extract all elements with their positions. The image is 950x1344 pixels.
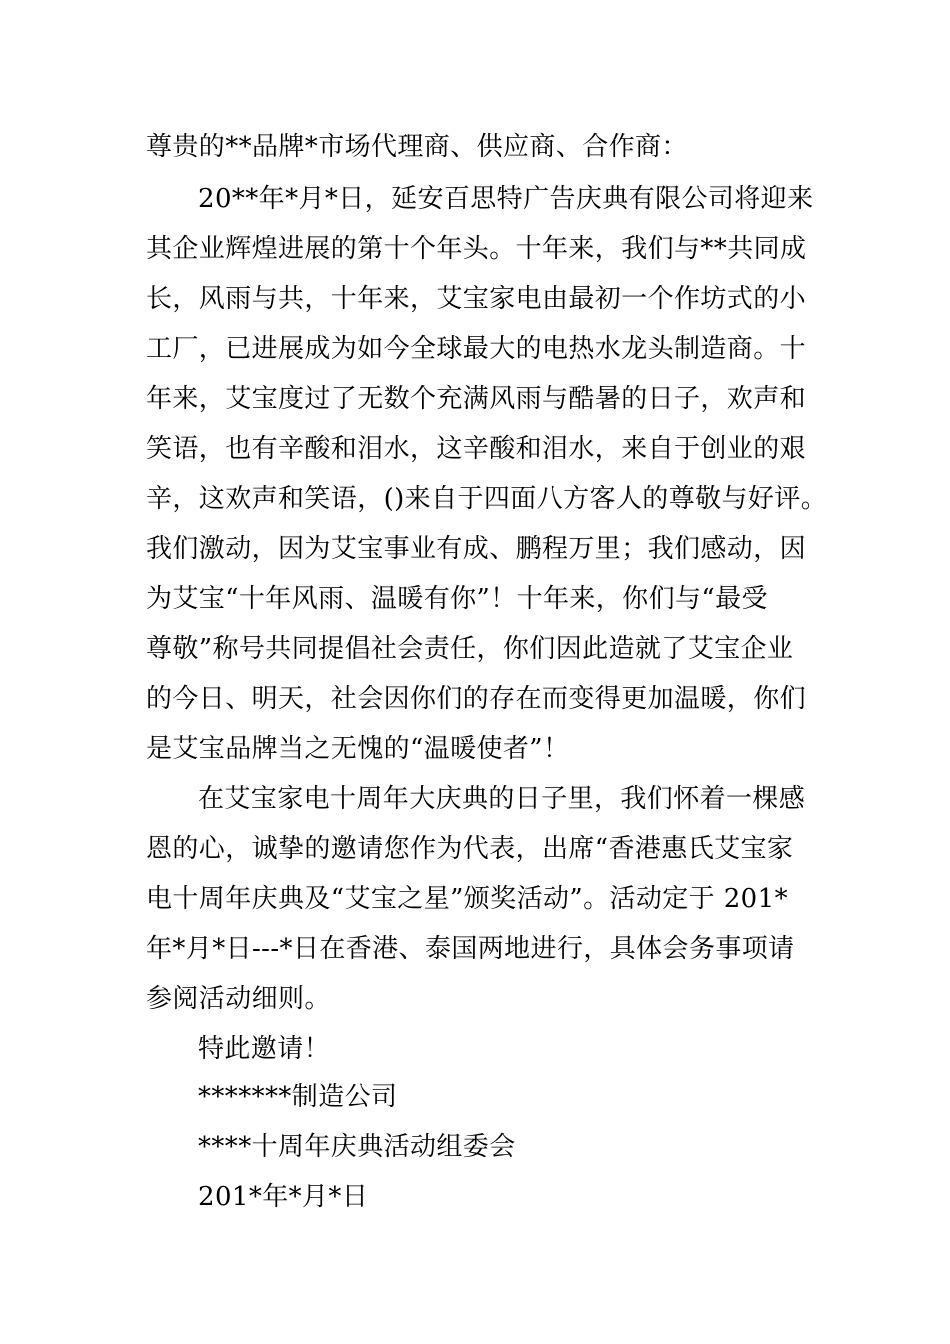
paragraph1-line: 其企业辉煌进展的第十个年头。十年来，我们与**共同成 bbox=[146, 234, 807, 264]
paragraph1-line: 20**年*月*日，延安百思特广告庆典有限公司将迎来 bbox=[198, 184, 814, 214]
paragraph2-line: 在艾宝家电十周年大庆典的日子里，我们怀着一棵感 bbox=[198, 784, 806, 814]
paragraph1-line: 辛，这欢声和笑语，()来自于四面八方客人的尊敬与好评。 bbox=[146, 484, 828, 514]
signature-company: *******制造公司 bbox=[198, 1082, 398, 1112]
closing-line: 特此邀请！ bbox=[198, 1034, 331, 1064]
paragraph1-line: 是艾宝品牌当之无愧的“温暖使者”！ bbox=[146, 734, 570, 764]
paragraph2-line: 电十周年庆典及“艾宝之星”颁奖活动”。活动定于 201* bbox=[146, 884, 788, 914]
paragraph1-line: 的今日、明天，社会因你们的存在而变得更加温暖，你们 bbox=[146, 684, 807, 714]
signature-committee: ****十周年庆典活动组委会 bbox=[198, 1132, 516, 1162]
paragraph1-line: 为艾宝“十年风雨、温暖有你”！十年来，你们与“最受 bbox=[146, 584, 768, 614]
paragraph2-line: 年*月*日---*日在香港、泰国两地进行，具体会务事项请 bbox=[146, 934, 795, 964]
paragraph1-line: 工厂，已进展成为如今全球最大的电热水龙头制造商。十 bbox=[146, 334, 807, 364]
paragraph2-line: 参阅活动细则。 bbox=[146, 984, 331, 1014]
paragraph1-line: 我们激动，因为艾宝事业有成、鹏程万里；我们感动，因 bbox=[146, 534, 807, 564]
paragraph1-line: 笑语，也有辛酸和泪水，这辛酸和泪水，来自于创业的艰 bbox=[146, 434, 807, 464]
letter-date: 201*年*月*日 bbox=[198, 1182, 369, 1212]
paragraph1-line: 尊敬”称号共同提倡社会责任，你们因此造就了艾宝企业 bbox=[146, 634, 794, 664]
salutation: 尊贵的**品牌*市场代理商、供应商、合作商： bbox=[146, 132, 688, 162]
paragraph2-line: 恩的心，诚挚的邀请您作为代表，出席“香港惠氏艾宝家 bbox=[146, 834, 794, 864]
paragraph1-line: 年来，艾宝度过了无数个充满风雨与酷暑的日子，欢声和 bbox=[146, 384, 807, 414]
paragraph1-line: 长，风雨与共，十年来，艾宝家电由最初一个作坊式的小 bbox=[146, 284, 807, 314]
